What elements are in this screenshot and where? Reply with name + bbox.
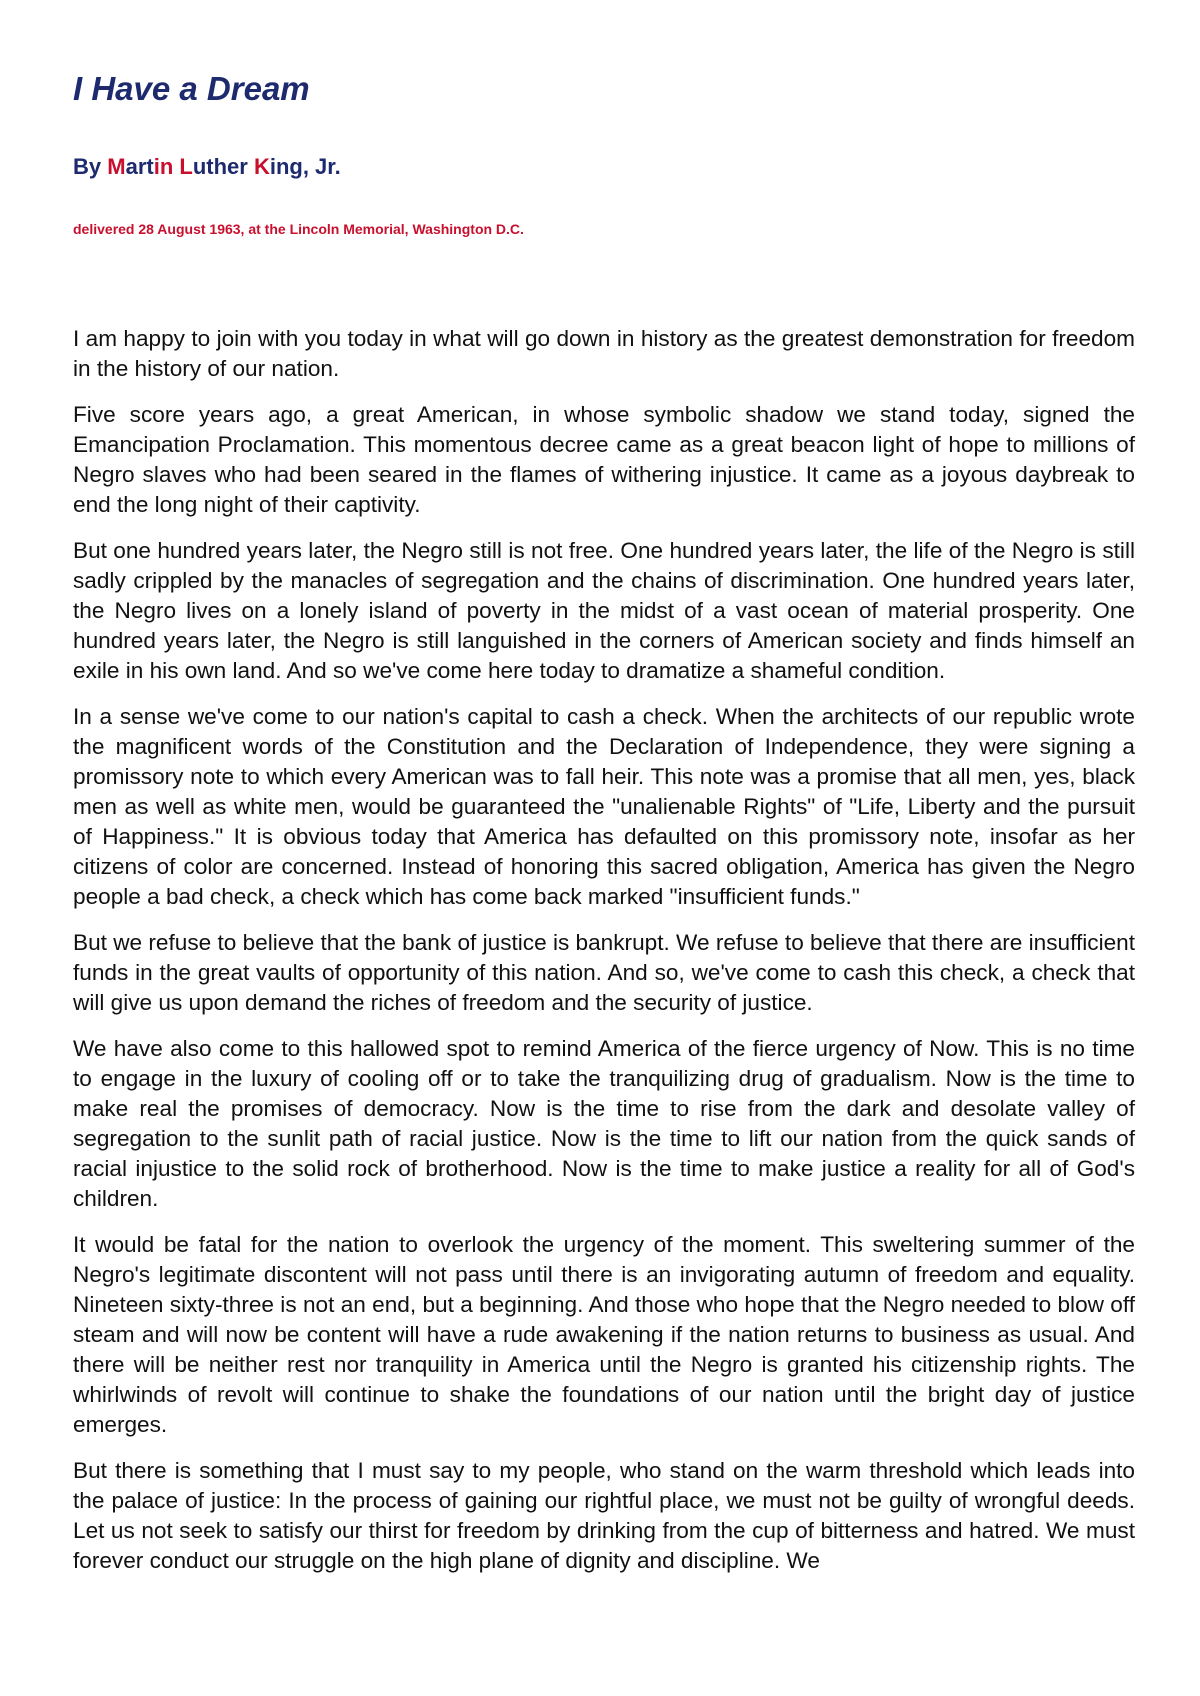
paragraph: Five score years ago, a great American, in whose symbolic shadow we stand today, signed the Emancipation Proclamation. This momentous decree came as a great beacon light of hope to millions of Negro slaves who had been seared in the flames of withering injustice. It came as a joyous daybreak to end the long night of their captivity.: [73, 402, 1135, 517]
delivery-note: delivered 28 August 1963, at the Lincoln Memorial, Washington D.C.: [73, 221, 524, 237]
author-name-part: uther: [192, 154, 254, 179]
paragraph: We have also come to this hallowed spot to remind America of the fierce urgency of Now. This is no time to engage in the luxury of cooling off or to take the tranquilizing drug of gradualism. Now is the time to make real the promises of democracy. Now is the time to rise from the dark and desolate valley of segregation to the sunlit path of racial justice. Now is the time to lift our nation from the quick sands of racial injustice to the solid rock of brotherhood. Now is the time to make justice a reality for all of God's children.: [73, 1036, 1135, 1211]
paragraph: In a sense we've come to our nation's capital to cash a check. When the architects of our republic wrote the magnificent words of the Constitution and the Declaration of Independence, they were signing a promissory note to which every American was to fall heir. This note was a promise that all men, yes, black men as well as white men, would be guaranteed the "unalienable Rights" of "Life, Liberty and the pursuit of Happiness." It is obvious today that America has defaulted on this promissory note, insofar as her citizens of color are concerned. Instead of honoring this sacred obligation, America has given the Negro people a bad check, a check which has come back marked "insufficient funds.": [73, 704, 1135, 909]
author-name-part: ing, Jr.: [269, 154, 341, 179]
paragraph: But there is something that I must say to my people, who stand on the warm threshold which leads into the palace of justice: In the process of gaining our rightful place, we must not be guilty of wrongful deeds. Let us not seek to satisfy our thirst for freedom by drinking from the cup of bitterness and hatred. We must forever conduct our struggle on the high plane of dignity and discipline. We: [73, 1458, 1135, 1573]
author-name-part: art: [125, 154, 154, 179]
author-initial-l: L: [179, 154, 193, 179]
speech-body: [73, 324, 1135, 1576]
paragraph: But one hundred years later, the Negro still is not free. One hundred years later, the life of the Negro is still sadly crippled by the manacles of segregation and the chains of discrimination. One hundred years later, the Negro lives on a lonely island of poverty in the midst of a vast ocean of material prosperity. One hundred years later, the Negro is still languished in the corners of American society and finds himself an exile in his own land. And so we've come here today to dramatize a shameful condition.: [73, 538, 1135, 683]
paragraph: But we refuse to believe that the bank of justice is bankrupt. We refuse to believe that there are insufficient funds in the great vaults of opportunity of this nation. And so, we've come to cash this check, a check that will give us upon demand the riches of freedom and the security of justice.: [73, 930, 1135, 1015]
document-page: [73, 68, 1135, 1592]
author-byline: [73, 154, 1135, 180]
speech-title: I Have a Dream: [73, 70, 310, 107]
author-initial-k: K: [253, 154, 270, 179]
byline-prefix: By: [73, 154, 108, 179]
author-initial-m: M: [107, 154, 126, 179]
author-name-part-in: in: [153, 154, 180, 179]
paragraph: It would be fatal for the nation to overlook the urgency of the moment. This sweltering summer of the Negro's legitimate discontent will not pass until there is an invigorating autumn of freedom and equality. Nineteen sixty-three is not an end, but a beginning. And those who hope that the Negro needed to blow off steam and will now be content will have a rude awakening if the nation returns to business as usual. And there will be neither rest nor tranquility in America until the Negro is granted his citizenship rights. The whirlwinds of revolt will continue to shake the foundations of our nation until the bright day of justice emerges.: [73, 1232, 1135, 1437]
paragraph: I am happy to join with you today in what will go down in history as the greatest demonstration for freedom in the history of our nation.: [73, 326, 1135, 381]
